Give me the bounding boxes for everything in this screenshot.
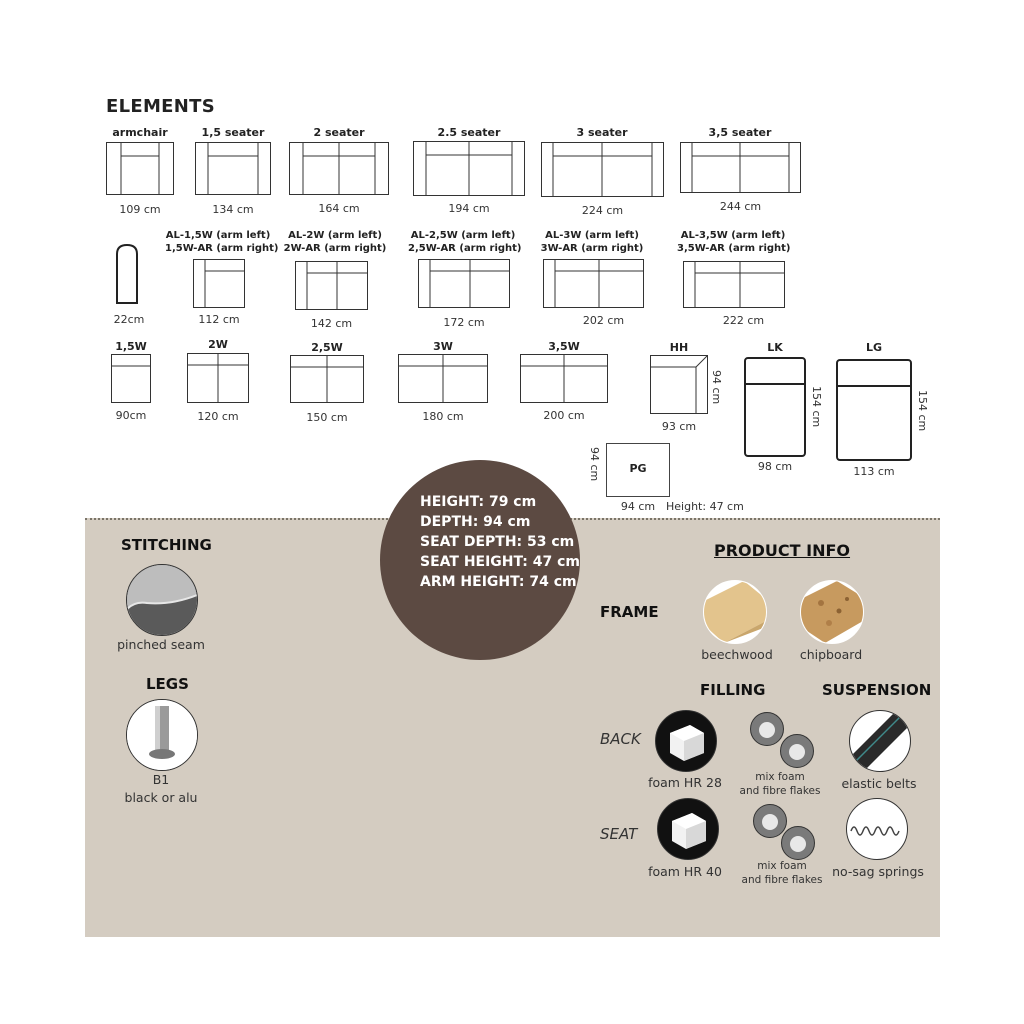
elastic-belts-swatch bbox=[849, 710, 911, 772]
row3-label: 3W bbox=[433, 340, 453, 353]
row1-dim: 194 cm bbox=[448, 202, 490, 215]
elements-title: ELEMENTS bbox=[106, 96, 215, 117]
row2-dim: 142 cm bbox=[310, 317, 353, 330]
row1-dim: 224 cm bbox=[581, 204, 624, 217]
al-3-5w-diagram bbox=[683, 261, 785, 309]
row3-label: 1,5W bbox=[115, 340, 147, 353]
hh-depth-dim: 94 cm bbox=[710, 370, 723, 405]
pg-depth-dim: 94 cm bbox=[588, 447, 601, 482]
row3-dim: 150 cm bbox=[306, 411, 348, 424]
2w-diagram bbox=[187, 353, 249, 404]
row2-label: AL-1,5W (arm left) 1,5W-AR (arm right) bbox=[165, 230, 279, 254]
foam-hr40-swatch bbox=[657, 798, 719, 860]
leg-b1-swatch bbox=[126, 699, 198, 771]
hh-width-dim: 93 cm bbox=[661, 420, 697, 433]
suspension-item: elastic belts bbox=[841, 776, 917, 791]
frame-title: FRAME bbox=[600, 603, 659, 621]
product-info-title: PRODUCT INFO bbox=[714, 541, 851, 560]
3-5-seater-diagram bbox=[680, 142, 801, 194]
row3-dim: 120 cm bbox=[197, 410, 239, 423]
al-3w-diagram bbox=[543, 259, 644, 309]
hh-label: HH bbox=[669, 341, 689, 354]
fibre-flakes-swatch bbox=[753, 804, 787, 838]
beechwood-swatch bbox=[703, 580, 767, 644]
legs-caption-code: B1 bbox=[152, 772, 170, 787]
spec-seat-depth: SEAT DEPTH: 53 cm bbox=[420, 534, 575, 550]
1-5w-diagram bbox=[111, 354, 151, 404]
stitching-title: STITCHING bbox=[121, 536, 212, 554]
frame-item: chipboard bbox=[799, 647, 863, 662]
3-5w-diagram bbox=[520, 354, 608, 404]
row1-label: 1,5 seater bbox=[201, 126, 265, 139]
armchair-diagram bbox=[106, 142, 174, 196]
al-1-5w-diagram bbox=[193, 259, 245, 309]
row1-label: armchair bbox=[112, 126, 168, 139]
fibre-flakes-swatch bbox=[780, 734, 814, 768]
fibre-flakes-swatch bbox=[781, 826, 815, 860]
row3-label: 3,5W bbox=[548, 340, 580, 353]
back-label: BACK bbox=[600, 730, 641, 748]
pg-label: PG bbox=[629, 462, 647, 475]
stitching-caption: pinched seam bbox=[117, 637, 205, 652]
row2-dim: 22cm bbox=[113, 313, 145, 326]
row1-label: 3,5 seater bbox=[708, 126, 772, 139]
row1-label: 2.5 seater bbox=[437, 126, 501, 139]
foam-hr28-caption: foam HR 28 bbox=[648, 775, 722, 790]
mix-foam-caption: mix foam and fibre flakes bbox=[741, 860, 823, 886]
al-2w-diagram bbox=[295, 261, 368, 311]
row1-dim: 134 cm bbox=[212, 203, 254, 216]
pg-height: Height: 47 cm bbox=[666, 500, 744, 513]
pg-width-dim: 94 cm bbox=[620, 500, 656, 513]
legs-title: LEGS bbox=[146, 675, 189, 693]
seat-label: SEAT bbox=[600, 825, 638, 843]
row2-dim: 112 cm bbox=[198, 313, 240, 326]
2-5-seater-diagram bbox=[413, 141, 525, 197]
fibre-flakes-swatch bbox=[750, 712, 784, 746]
foam-hr28-swatch bbox=[655, 710, 717, 772]
al-2-5w-diagram bbox=[418, 259, 510, 309]
spec-arm-height: ARM HEIGHT: 74 cm bbox=[420, 574, 577, 590]
legs-caption-finish: black or alu bbox=[124, 790, 198, 805]
3-seater-diagram bbox=[541, 142, 664, 198]
2-seater-diagram bbox=[289, 142, 389, 196]
spec-seat-height: SEAT HEIGHT: 47 cm bbox=[420, 554, 581, 570]
spec-list bbox=[420, 492, 580, 592]
row3-label: 2,5W bbox=[311, 341, 343, 354]
row2-label: AL-3,5W (arm left) 3,5W-AR (arm right) bbox=[677, 230, 791, 254]
row1-label: 2 seater bbox=[313, 126, 365, 139]
row3-dim: 180 cm bbox=[422, 410, 464, 423]
lg-width-dim: 113 cm bbox=[853, 465, 895, 478]
lk-chaise-diagram bbox=[744, 357, 806, 457]
row1-label: 3 seater bbox=[576, 126, 628, 139]
row1-dim: 109 cm bbox=[119, 203, 161, 216]
row3-label: 2W bbox=[208, 338, 228, 351]
spec-height: HEIGHT: 79 cm bbox=[420, 494, 537, 510]
row1-dim: 244 cm bbox=[719, 200, 762, 213]
row2-dim: 172 cm bbox=[443, 316, 485, 329]
lk-width-dim: 98 cm bbox=[757, 460, 793, 473]
armrest-diagram bbox=[116, 244, 138, 304]
1-5-seater-diagram bbox=[195, 142, 271, 196]
filling-title: FILLING bbox=[700, 681, 766, 699]
mix-foam-caption: mix foam and fibre flakes bbox=[739, 771, 821, 797]
suspension-item: no-sag springs bbox=[832, 864, 924, 879]
spec-depth: DEPTH: 94 cm bbox=[420, 514, 531, 530]
chipboard-swatch bbox=[800, 580, 864, 644]
hh-corner-diagram bbox=[650, 355, 708, 415]
suspension-title: SUSPENSION bbox=[822, 681, 932, 699]
row2-label: AL-2W (arm left) 2W-AR (arm right) bbox=[283, 230, 387, 254]
row3-dim: 90cm bbox=[115, 409, 147, 422]
3w-diagram bbox=[398, 354, 488, 404]
lk-depth-dim: 154 cm bbox=[810, 386, 823, 428]
row3-dim: 200 cm bbox=[543, 409, 585, 422]
2-5w-diagram bbox=[290, 355, 364, 404]
row2-dim: 202 cm bbox=[582, 314, 625, 327]
lg-chaise-diagram bbox=[836, 359, 912, 461]
lg-label: LG bbox=[865, 341, 883, 354]
row2-label: AL-3W (arm left) 3W-AR (arm right) bbox=[540, 230, 644, 254]
row2-dim: 222 cm bbox=[722, 314, 765, 327]
lk-label: LK bbox=[767, 341, 783, 354]
row2-label: AL-2,5W (arm left) 2,5W-AR (arm right) bbox=[408, 230, 522, 254]
no-sag-springs-swatch bbox=[846, 798, 908, 860]
pinched-seam-swatch bbox=[126, 564, 198, 636]
row1-dim: 164 cm bbox=[318, 202, 360, 215]
frame-item: beechwood bbox=[701, 647, 773, 662]
foam-hr40-caption: foam HR 40 bbox=[648, 864, 722, 879]
lg-depth-dim: 154 cm bbox=[916, 390, 929, 432]
